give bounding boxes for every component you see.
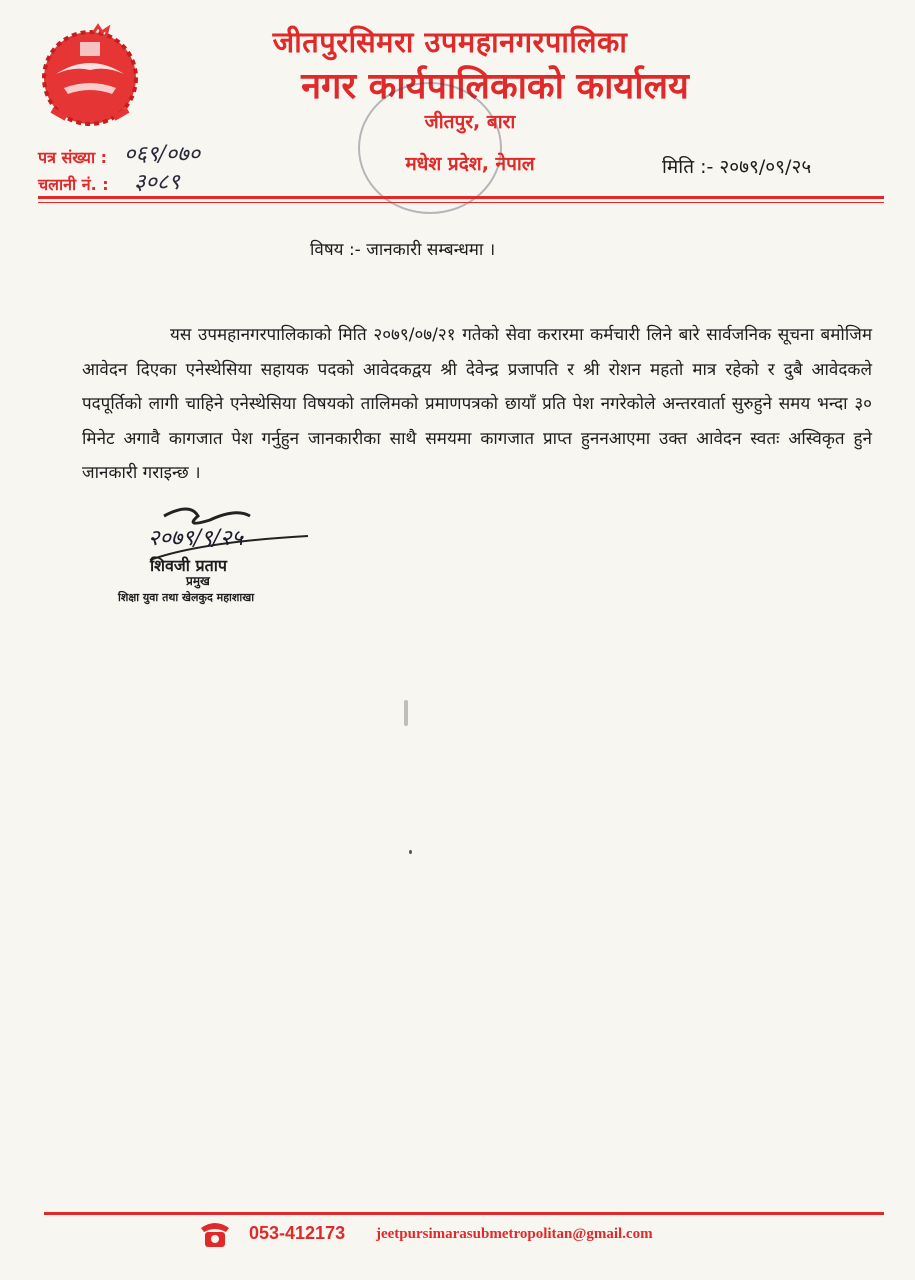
footer-rule xyxy=(44,1212,884,1215)
header-title-municipality: जीतपुरसिमरा उपमहानगरपालिका xyxy=(272,25,628,59)
header-city: जीतपुर, बारा xyxy=(424,111,516,133)
header-rule-top xyxy=(38,196,884,199)
header-rule-bottom xyxy=(38,202,884,203)
signature-date: २०७९/९/२५ xyxy=(148,526,243,551)
signatory-role: प्रमुख xyxy=(186,574,210,588)
municipality-emblem-icon xyxy=(34,22,146,130)
scan-speck xyxy=(404,700,408,726)
footer-phone: 053-412173 xyxy=(249,1223,346,1243)
header-province: मधेश प्रदेश, नेपाल xyxy=(405,153,535,175)
signatory-department: शिक्षा युवा तथा खेलकुद महाशाखा xyxy=(118,591,255,604)
header-title-office: नगर कार्यपालिकाको कार्यालय xyxy=(301,66,689,107)
letter-no-value: ०६९/०७० xyxy=(124,142,201,167)
telephone-icon xyxy=(198,1218,232,1250)
footer-email[interactable]: jeetpursimarasubmetropolitan@gmail.com xyxy=(376,1226,653,1242)
dispatch-no-value: ३०८९ xyxy=(134,170,180,195)
office-stamp xyxy=(358,82,502,214)
letter-date: मिति :- २०७९/०९/२५ xyxy=(662,156,812,178)
letter-subject: विषय :- जानकारी सम्बन्धमा । xyxy=(310,240,496,260)
signatory-name: शिवजी प्रताप xyxy=(150,556,227,575)
letter-no-label: पत्र संख्या : xyxy=(38,148,108,167)
letter-body: यस उपमहानगरपालिकाको मिति २०७९/०७/२१ गतेको सेवा करारमा कर्मचारी लिने बारे सार्वजनिक सूचना बमोजिम आवेदन दिएका एनेस्थेसिया सहायक पदको आवेदकद्वय श्री देवेन्द्र प्रजापति र श्री रोशन महतो मात्र रहेको र दुबै आवेदकले पदपूर्तिको लागी चाहिने एनेस्थेसिया विषयको तालिमको प्रमाणपत्रको छायाँ प्रति पेश नगरेकोले अन्तरवार्ता सुरुहुने समय भन्दा ३० मिनेट अगावै कागजात पेश गर्नुहुन जानकारीका साथै समयमा कागजात प्राप्त हुननआएमा उक्त आवेदन स्वतः अस्विकृत हुने जानकारी गराइन्छ । xyxy=(82,325,872,483)
scan-speck xyxy=(409,850,412,854)
dispatch-no-label: चलानी नं. : xyxy=(38,175,109,194)
